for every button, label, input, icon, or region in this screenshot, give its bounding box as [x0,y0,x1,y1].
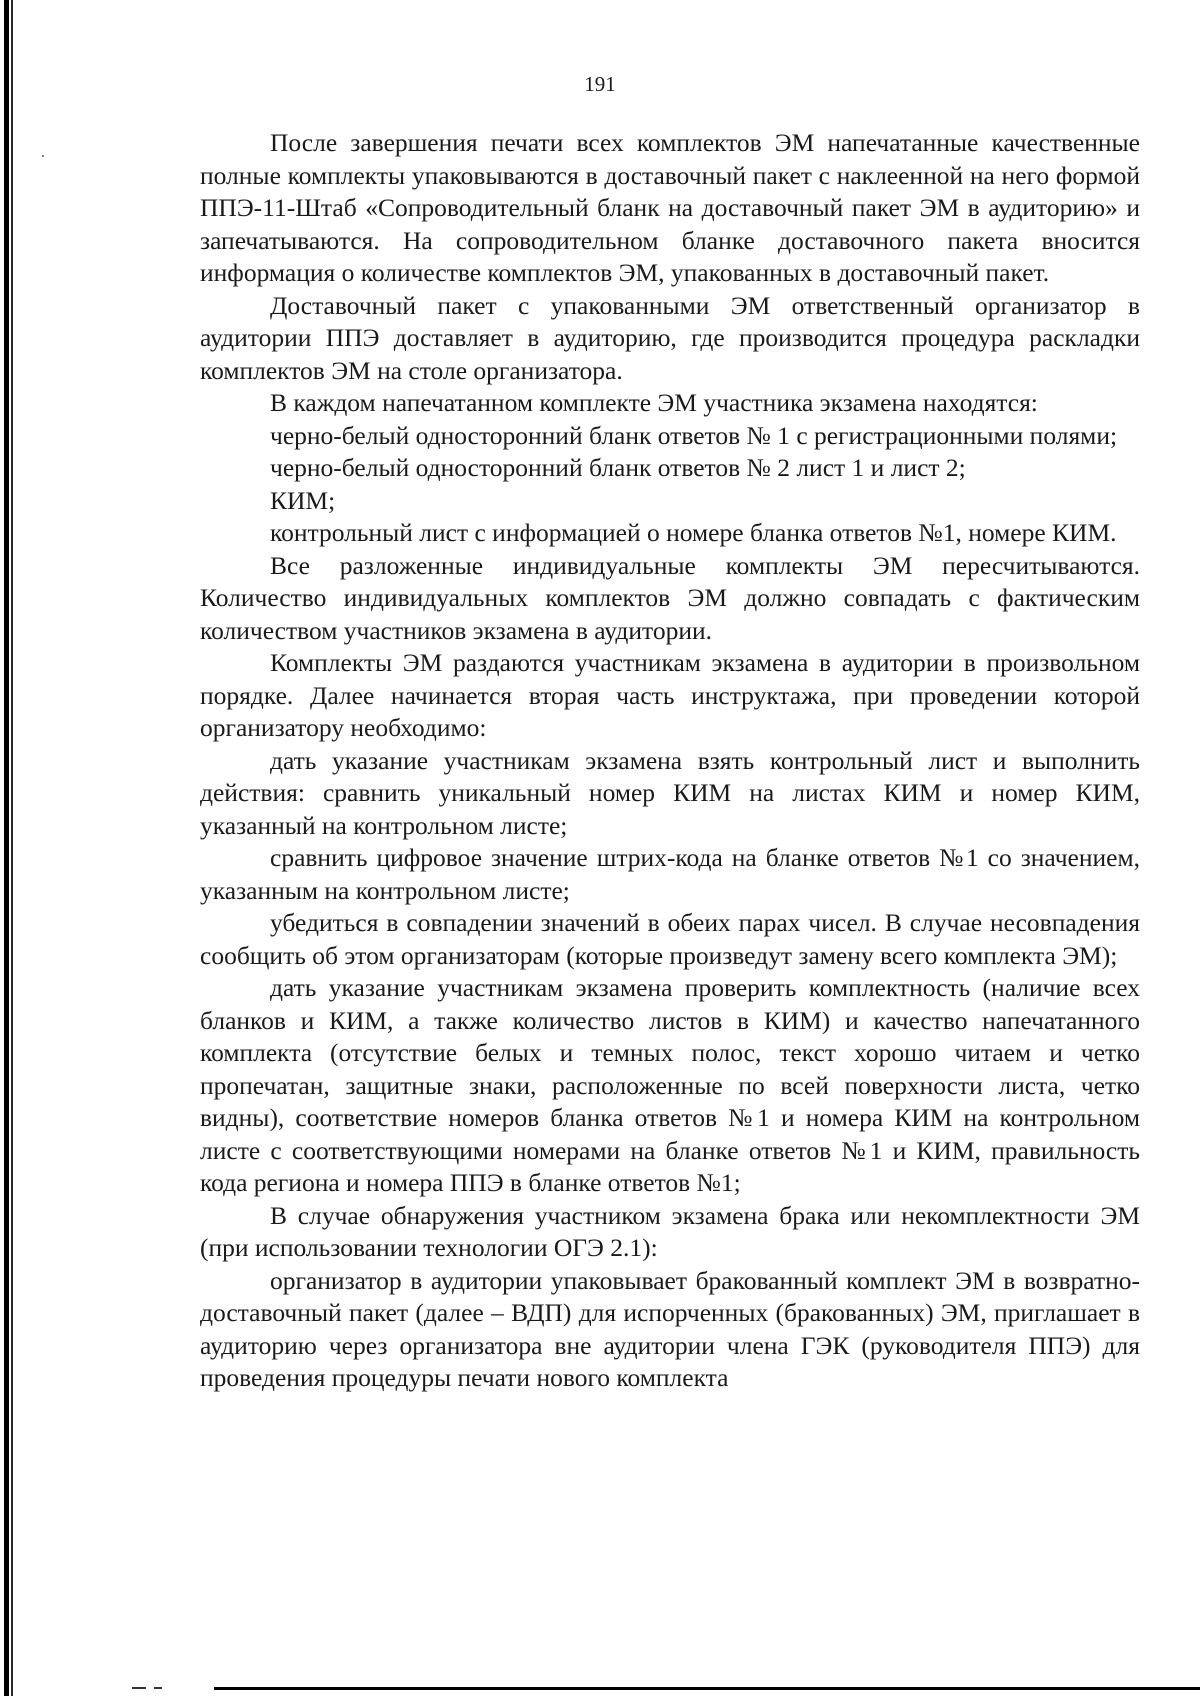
scan-border-left [4,0,9,1696]
scan-border-left-inner [11,0,13,1696]
list-item-control-sheet: контрольный лист с информацией о номере бланка ответов №1, номере КИМ. [270,518,1117,547]
instruction-item-3: убедиться в совпадении значений в обеих парах чисел. В случае несовпадения сообщить об этом организаторам (которые произведут замену всего комплекта ЭМ); [200,908,1140,970]
paragraph-2: Доставочный пакет с упакованными ЭМ ответственный организатор в аудитории ППЭ доставляет в аудиторию, где производится процедура раскладки комплектов ЭМ на столе организатора. [200,290,1140,385]
instruction-item-4: дать указание участникам экзамена проверить комплектность (наличие всех бланков и КИМ, а также количество листов в КИМ) и качество напечатанного комплекта (отсутствие белых и темных полос, текст хорошо читаем и четко пропечатан, защитные знаки, расположенные по всей поверхности листа, четко видны), соответствие номеров бланка ответов №1 и номера КИМ на контрольном листе с соответствующими номерами на бланке ответов №1 и КИМ, правильность кода региона и номера ППЭ в бланке ответов №1; [200,973,1140,1197]
paragraph-3: В каждом напечатанном комплекте ЭМ участника экзамена находятся: [270,388,1038,417]
list-item-answer-form-2: черно-белый односторонний бланк ответов № 2 лист 1 и лист 2; [270,453,966,482]
scan-speck [42,155,44,157]
instruction-item-2: сравнить цифровое значение штрих-кода на бланке ответов №1 со значением, указанным на контрольном листе; [200,843,1140,905]
paragraph-6: В случае обнаружения участником экзамена брака или некомплектности ЭМ (при использовании технологии ОГЭ 2.1): [200,1200,1140,1262]
scan-border-bottom-dash [154,1687,162,1689]
paragraph-4: Все разложенные индивидуальные комплекты ЭМ пересчитываются. Количество индивидуальных комплектов ЭМ должно совпадать с фактическим количеством участников экзамена в аудитории. [200,550,1140,645]
page-number: 191 [584,72,616,96]
paragraph-5: Комплекты ЭМ раздаются участникам экзамена в аудитории в произвольном порядке. Далее начинается вторая часть инструктажа, при проведении которой организатору необходимо: [200,648,1140,742]
paragraph-7: организатор в аудитории упаковывает бракованный комплект ЭМ в возвратно-доставочный пакет (далее – ВДП) для испорченных (бракованных) ЭМ, приглашает в аудиторию через организатора вне аудитории члена ГЭК (руководителя ППЭ) для проведения процедуры печати нового комплекта [200,1265,1140,1392]
document-body [200,127,1140,1395]
list-item-answer-form-1: черно-белый односторонний бланк ответов № 1 с регистрационными полями; [270,420,1118,450]
scan-border-bottom [214,1687,1200,1690]
paragraph-1: После завершения печати всех комплектов ЭМ напечатанные качественные полные комплекты упаковываются в доставочный пакет с наклеенной на него формой ППЭ-11-Штаб «Сопроводительный бланк на доставочный пакет ЭМ в аудиторию» и запечатываются. На сопроводительном бланке доставочного пакета вносится информация о количестве комплектов ЭМ, упакованных в доставочный пакет. [200,128,1140,287]
list-item-kim: КИМ; [270,485,336,515]
scan-border-bottom-dash [132,1687,146,1689]
instruction-item-1: дать указание участникам экзамена взять контрольный лист и выполнить действия: сравнить уникальный номер КИМ на листах КИМ и номер КИМ, указанный на контрольном листе; [200,745,1140,840]
